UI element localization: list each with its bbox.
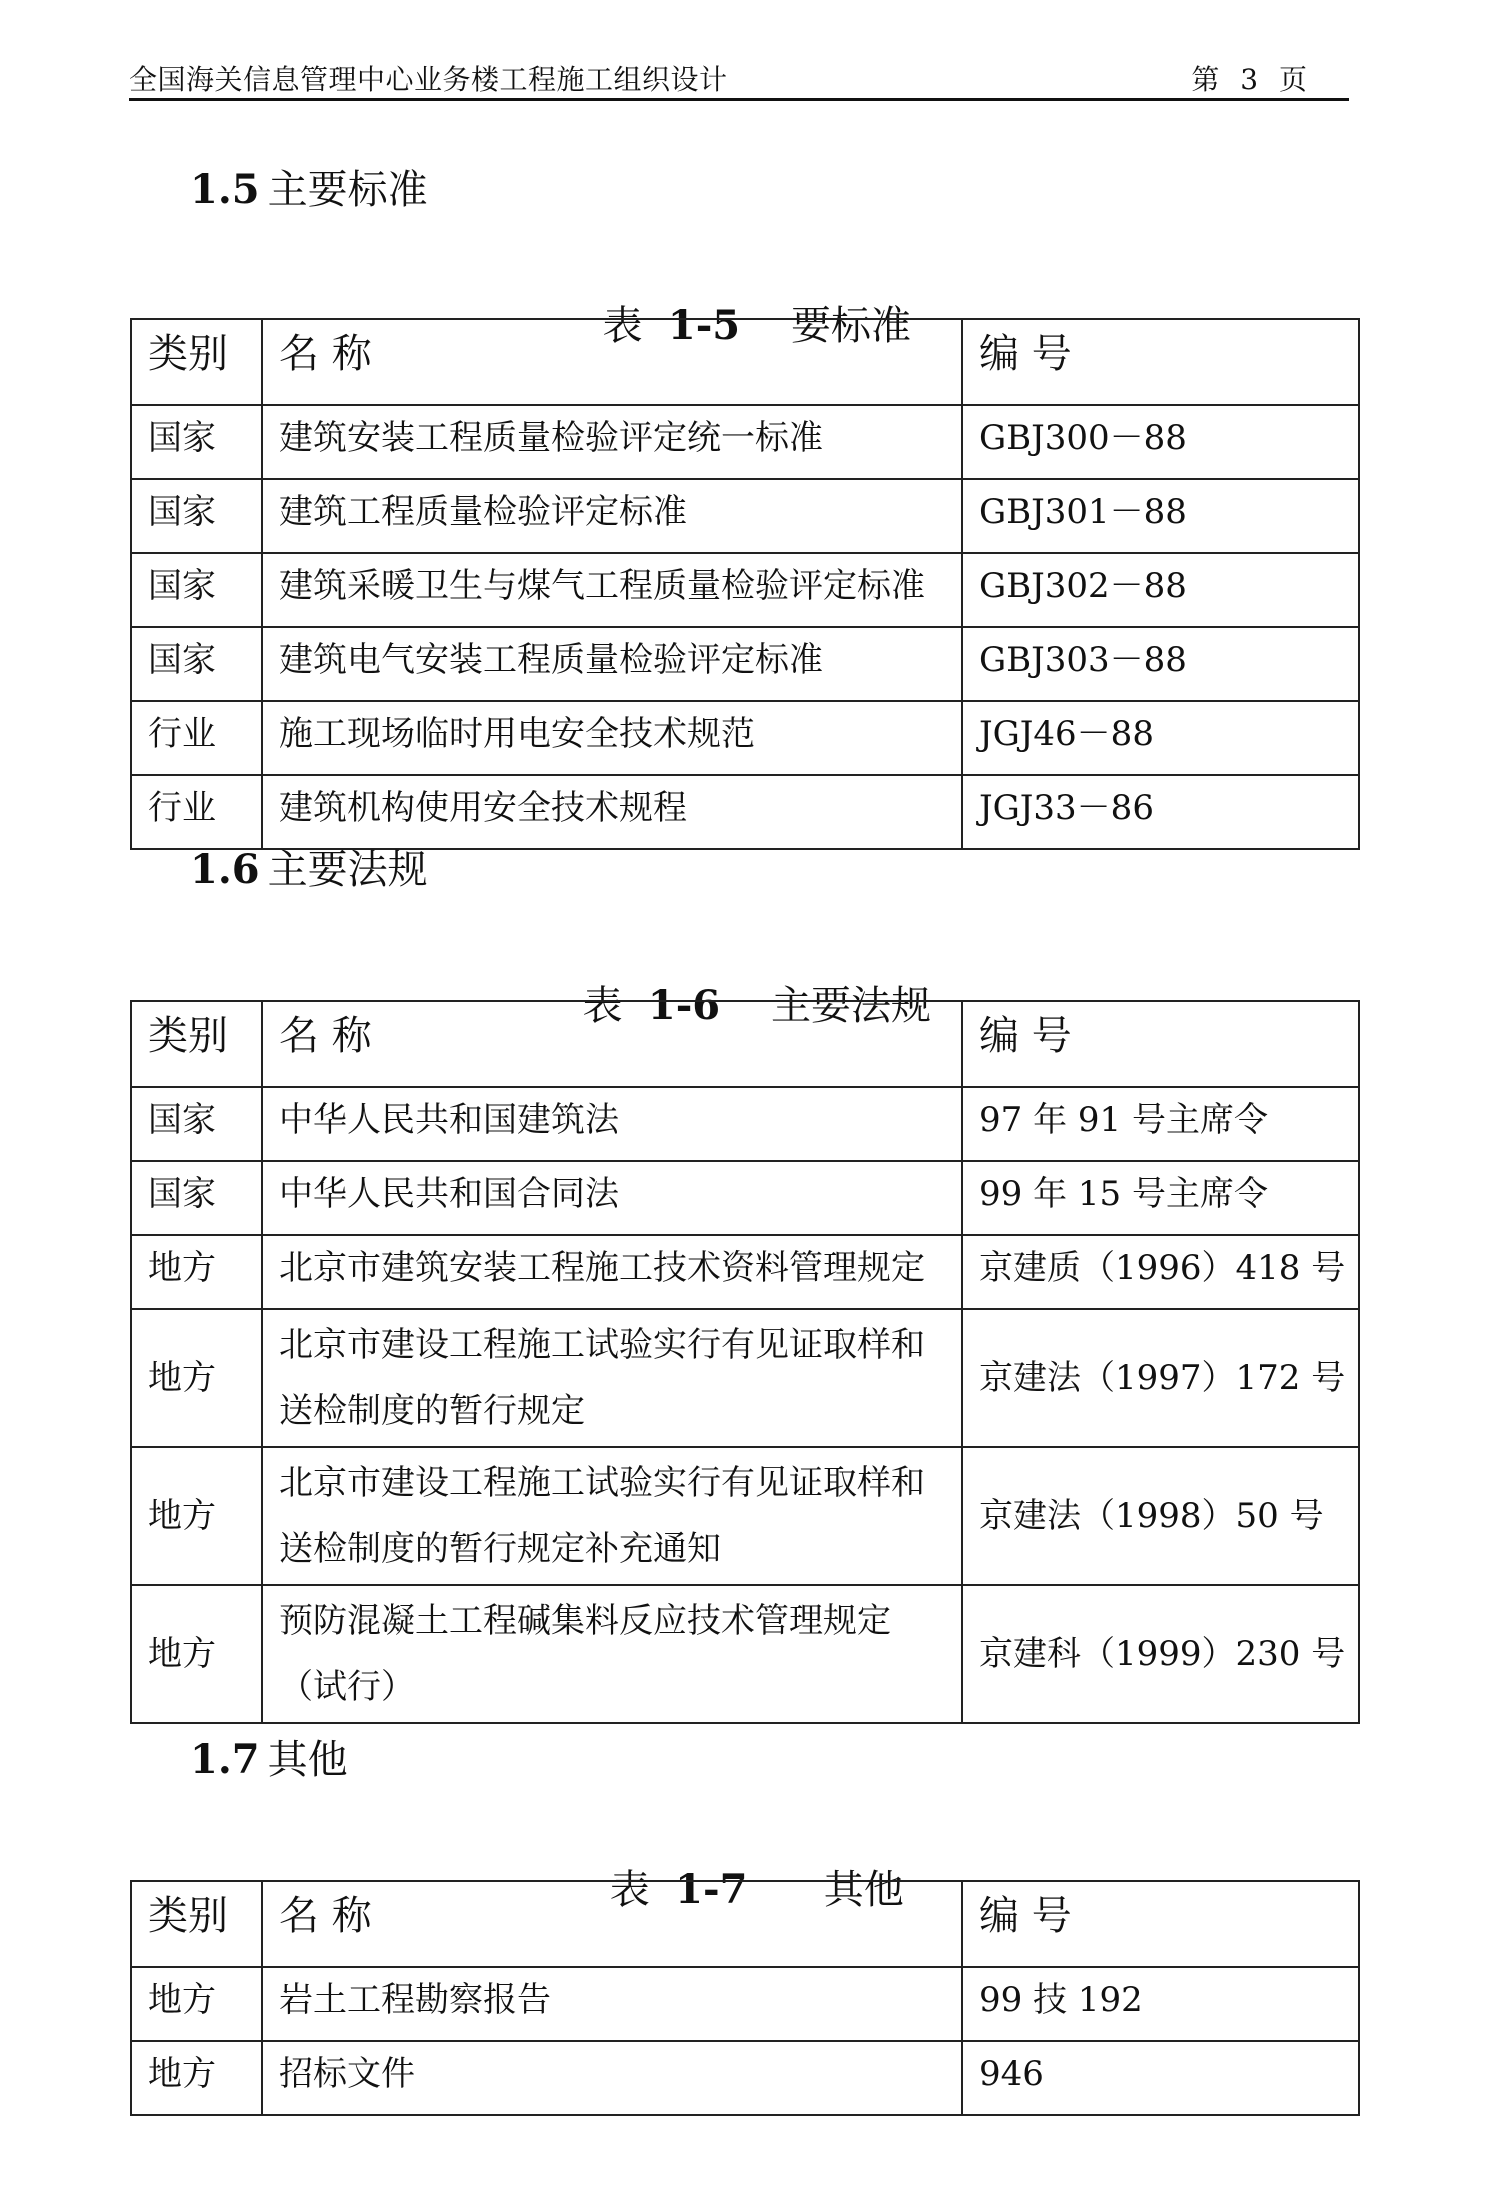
section-title: 主要标准 xyxy=(267,167,428,213)
table-row xyxy=(131,1585,1359,1723)
row-name: 岩土工程勘察报告 xyxy=(262,1967,962,2041)
table-row xyxy=(131,479,1359,553)
column-header-code: 编 号 xyxy=(962,1881,1359,1967)
table-row xyxy=(131,1967,1359,2041)
section-number: 1.5 xyxy=(190,166,260,213)
table-row xyxy=(131,701,1359,775)
row-category: 国家 xyxy=(131,627,262,701)
row-category: 行业 xyxy=(131,775,262,849)
caption-number: 1-6 xyxy=(647,982,721,1029)
row-name: 建筑安装工程质量检验评定统一标准 xyxy=(262,405,962,479)
caption-prefix: 表 xyxy=(602,303,643,349)
row-code: 京建法（1998）50 号 xyxy=(962,1447,1359,1585)
page-header xyxy=(129,56,1349,101)
row-name: 中华人民共和国合同法 xyxy=(262,1161,962,1235)
row-code: 97 年 91 号主席令 xyxy=(962,1087,1359,1161)
section-heading-1-7 xyxy=(190,1728,348,1785)
page-number: 第 3 页 xyxy=(1191,63,1313,96)
row-name: 预防混凝土工程碱集料反应技术管理规定（试行） xyxy=(262,1585,962,1723)
row-code: GBJ303－88 xyxy=(962,627,1359,701)
column-header-name: 名 称 xyxy=(262,1001,962,1087)
caption-number: 1-5 xyxy=(667,302,741,349)
column-header-category: 类别 xyxy=(131,1881,262,1967)
row-code: 99 技 192 xyxy=(962,1967,1359,2041)
section-title: 主要法规 xyxy=(267,847,428,893)
table-row xyxy=(131,1309,1359,1447)
other-table xyxy=(130,1880,1360,2116)
row-code: 京建质（1996）418 号 xyxy=(962,1235,1359,1309)
row-name: 建筑电气安装工程质量检验评定标准 xyxy=(262,627,962,701)
table-header-row xyxy=(131,1001,1359,1087)
caption-text: 主要法规 xyxy=(771,983,931,1029)
caption-number: 1-7 xyxy=(675,1866,748,1913)
caption-prefix: 表 xyxy=(609,1867,650,1913)
section-number: 1.7 xyxy=(190,1736,260,1783)
row-category: 地方 xyxy=(131,1967,262,2041)
row-code: JGJ46－88 xyxy=(962,701,1359,775)
caption-text: 其他 xyxy=(823,1867,904,1913)
row-code: 京建科（1999）230 号 xyxy=(962,1585,1359,1723)
document-title: 全国海关信息管理中心业务楼工程施工组织设计 xyxy=(129,63,728,96)
caption-prefix: 表 xyxy=(582,983,623,1029)
row-category: 国家 xyxy=(131,553,262,627)
row-category: 地方 xyxy=(131,1235,262,1309)
column-header-code: 编 号 xyxy=(962,319,1359,405)
row-name: 北京市建设工程施工试验实行有见证取样和送检制度的暂行规定 xyxy=(262,1309,962,1447)
row-name: 招标文件 xyxy=(262,2041,962,2115)
row-category: 地方 xyxy=(131,1309,262,1447)
row-code: GBJ301－88 xyxy=(962,479,1359,553)
row-code: 99 年 15 号主席令 xyxy=(962,1161,1359,1235)
row-name: 建筑工程质量检验评定标准 xyxy=(262,479,962,553)
caption-text: 要标准 xyxy=(791,303,911,349)
row-code: 京建法（1997）172 号 xyxy=(962,1309,1359,1447)
column-header-name: 名 称 xyxy=(262,319,962,405)
row-name: 建筑机构使用安全技术规程 xyxy=(262,775,962,849)
row-category: 国家 xyxy=(131,1161,262,1235)
column-header-category: 类别 xyxy=(131,1001,262,1087)
table-row xyxy=(131,1447,1359,1585)
row-name: 中华人民共和国建筑法 xyxy=(262,1087,962,1161)
table-row xyxy=(131,553,1359,627)
row-code: JGJ33－86 xyxy=(962,775,1359,849)
section-heading-1-5 xyxy=(190,158,428,215)
table-header-row xyxy=(131,319,1359,405)
table-row xyxy=(131,1235,1359,1309)
row-name: 北京市建设工程施工试验实行有见证取样和送检制度的暂行规定补充通知 xyxy=(262,1447,962,1585)
row-category: 国家 xyxy=(131,479,262,553)
row-name: 施工现场临时用电安全技术规范 xyxy=(262,701,962,775)
table-row xyxy=(131,1087,1359,1161)
standards-table xyxy=(130,318,1360,850)
section-number: 1.6 xyxy=(190,846,260,893)
table-row xyxy=(131,1161,1359,1235)
row-code: GBJ302－88 xyxy=(962,553,1359,627)
table-header-row xyxy=(131,1881,1359,1967)
table-row xyxy=(131,405,1359,479)
table-row xyxy=(131,2041,1359,2115)
row-category: 地方 xyxy=(131,1585,262,1723)
row-category: 地方 xyxy=(131,2041,262,2115)
column-header-name: 名 称 xyxy=(262,1881,962,1967)
section-heading-1-6 xyxy=(190,838,428,895)
row-category: 地方 xyxy=(131,1447,262,1585)
column-header-category: 类别 xyxy=(131,319,262,405)
row-code: GBJ300－88 xyxy=(962,405,1359,479)
row-category: 行业 xyxy=(131,701,262,775)
row-category: 国家 xyxy=(131,405,262,479)
table-row xyxy=(131,627,1359,701)
section-title: 其他 xyxy=(267,1737,348,1783)
row-name: 建筑采暖卫生与煤气工程质量检验评定标准 xyxy=(262,553,962,627)
row-category: 国家 xyxy=(131,1087,262,1161)
regulations-table xyxy=(130,1000,1360,1724)
row-name: 北京市建筑安装工程施工技术资料管理规定 xyxy=(262,1235,962,1309)
row-code: 946 xyxy=(962,2041,1359,2115)
column-header-code: 编 号 xyxy=(962,1001,1359,1087)
